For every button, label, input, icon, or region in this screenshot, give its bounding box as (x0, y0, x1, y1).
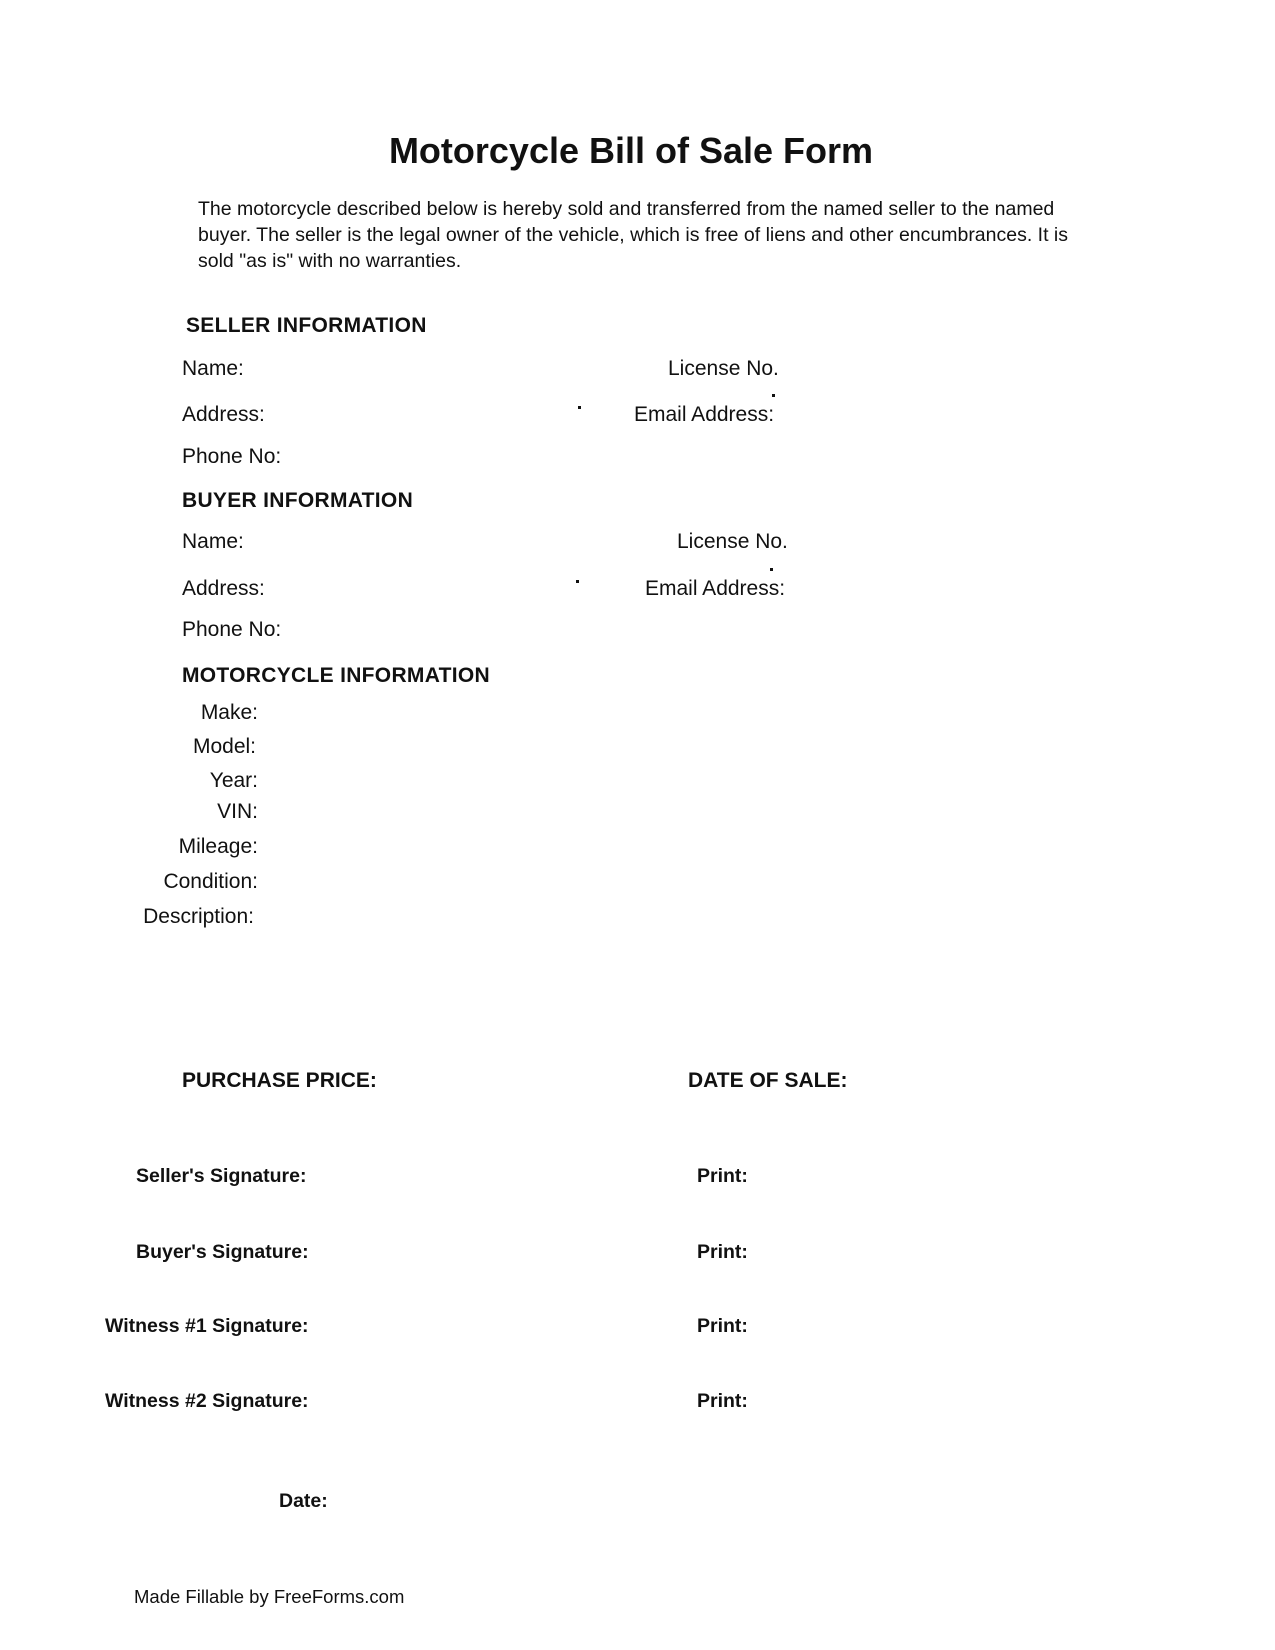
buyer-print-label: Print: (697, 1241, 748, 1263)
date-of-sale-label: DATE OF SALE: (688, 1069, 848, 1092)
stray-mark (578, 406, 581, 409)
vin-label: VIN: (217, 800, 258, 823)
model-label: Model: (192, 735, 256, 758)
buyer-name-label: Name: (182, 530, 244, 553)
seller-heading: SELLER INFORMATION (186, 314, 427, 337)
seller-print-label: Print: (697, 1165, 748, 1187)
motorcycle-heading: MOTORCYCLE INFORMATION (182, 664, 490, 687)
seller-phone-label: Phone No: (182, 445, 282, 468)
stray-mark (770, 568, 773, 571)
buyer-signature-label: Buyer's Signature: (136, 1241, 309, 1263)
footer-credit: Made Fillable by FreeForms.com (134, 1586, 405, 1607)
mileage-label: Mileage: (178, 835, 258, 858)
witness2-print-label: Print: (697, 1390, 748, 1412)
buyer-address-label: Address: (182, 577, 265, 600)
witness1-print-label: Print: (697, 1315, 748, 1337)
seller-email-label: Email Address: (634, 403, 775, 426)
make-label: Make: (200, 701, 258, 724)
buyer-license-label: License No. (677, 530, 788, 553)
witness1-signature-label: Witness #1 Signature: (105, 1315, 309, 1337)
buyer-email-label: Email Address: (645, 577, 786, 600)
condition-label: Condition: (163, 870, 258, 893)
description-label: Description: (143, 905, 254, 928)
buyer-phone-label: Phone No: (182, 618, 282, 641)
intro-paragraph: The motorcycle described below is hereby sold and transferred from the named seller to the named buyer. The seller is the legal owner of the vehicle, which is free of liens and other encumbrances. It is sold "as is" with no warranties. (198, 198, 1069, 272)
page-title: Motorcycle Bill of Sale Form (388, 130, 874, 171)
stray-mark (772, 394, 775, 397)
seller-license-label: License No. (668, 357, 779, 380)
date-label: Date: (279, 1490, 328, 1512)
seller-address-label: Address: (182, 403, 265, 426)
seller-name-label: Name: (182, 357, 244, 380)
year-label: Year: (209, 769, 258, 792)
witness2-signature-label: Witness #2 Signature: (105, 1390, 309, 1412)
purchase-price-label: PURCHASE PRICE: (182, 1069, 377, 1092)
buyer-heading: BUYER INFORMATION (182, 489, 414, 512)
seller-signature-label: Seller's Signature: (136, 1165, 307, 1187)
stray-mark (576, 580, 579, 583)
